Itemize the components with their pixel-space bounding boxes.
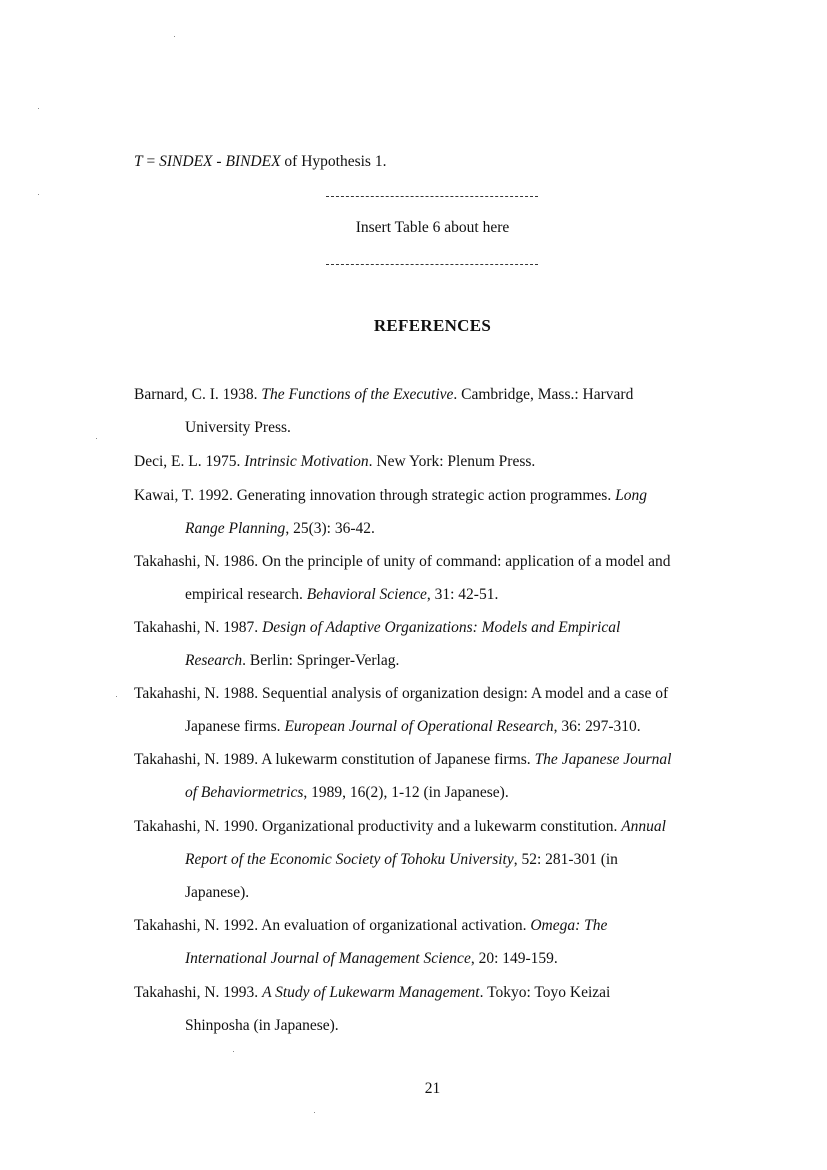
- dashed-rule-top: [326, 196, 538, 197]
- variable-t: T: [134, 153, 143, 170]
- equals-sign: =: [142, 153, 160, 170]
- reference-line-continued: International Journal of Management Science, 20: 149-159.: [185, 950, 558, 967]
- dashed-rule-bottom: [326, 264, 538, 265]
- reference-line: Takahashi, N. 1989. A lukewarm constitution of Japanese firms. The Japanese Journal: [134, 751, 672, 768]
- scan-speck: [233, 1051, 234, 1052]
- reference-line-continued: of Behaviormetrics, 1989, 16(2), 1-12 (in Japanese).: [185, 784, 509, 801]
- scan-speck: [314, 1112, 315, 1113]
- scan-speck: [96, 438, 97, 439]
- reference-entry: [134, 479, 744, 545]
- reference-entry: [134, 810, 744, 909]
- reference-line: Barnard, C. I. 1938. The Functions of the Executive. Cambridge, Mass.: Harvard: [134, 386, 634, 403]
- reference-entry: [134, 445, 744, 478]
- reference-entry: [134, 611, 744, 677]
- insert-table-note: Insert Table 6 about here: [355, 219, 510, 236]
- reference-entry: [134, 378, 744, 444]
- reference-line: Takahashi, N. 1986. On the principle of unity of command: application of a model and: [134, 553, 671, 570]
- footnote-text: of Hypothesis 1.: [280, 153, 387, 170]
- reference-line-continued: Shinposha (in Japanese).: [185, 1017, 339, 1034]
- reference-line-continued: Japanese).: [185, 884, 250, 901]
- page-number: 21: [424, 1080, 441, 1097]
- reference-line: Takahashi, N. 1992. An evaluation of organizational activation. Omega: The: [134, 917, 608, 934]
- reference-line: Deci, E. L. 1975. Intrinsic Motivation. New York: Plenum Press.: [134, 453, 536, 470]
- reference-line: Takahashi, N. 1988. Sequential analysis of organization design: A model and a case of: [134, 685, 669, 702]
- table-footnote: [134, 153, 386, 171]
- variable-sindex: SINDEX: [159, 153, 213, 170]
- reference-line-continued: Japanese firms. European Journal of Operational Research, 36: 297-310.: [185, 718, 641, 735]
- scan-speck: [38, 108, 39, 109]
- reference-entry: [134, 743, 744, 809]
- reference-entry: [134, 909, 744, 975]
- reference-line-continued: empirical research. Behavioral Science, 31: 42-51.: [185, 586, 499, 603]
- reference-entry: [134, 976, 744, 1042]
- reference-entry: [134, 545, 744, 611]
- reference-line-continued: University Press.: [185, 419, 291, 436]
- scan-speck: [116, 696, 117, 697]
- scan-speck: [38, 194, 39, 195]
- minus-sign: -: [212, 153, 226, 170]
- reference-line-continued: Range Planning, 25(3): 36-42.: [185, 520, 375, 537]
- reference-entry: [134, 677, 744, 743]
- reference-line: Takahashi, N. 1987. Design of Adaptive Organizations: Models and Empirical: [134, 619, 621, 636]
- reference-line: Takahashi, N. 1993. A Study of Lukewarm Management. Tokyo: Toyo Keizai: [134, 984, 611, 1001]
- reference-line-continued: Research. Berlin: Springer-Verlag.: [185, 652, 400, 669]
- variable-bindex: BINDEX: [225, 153, 281, 170]
- reference-line-continued: Report of the Economic Society of Tohoku University, 52: 281-301 (in: [185, 851, 618, 868]
- reference-line: Kawai, T. 1992. Generating innovation through strategic action programmes. Long: [134, 487, 647, 504]
- scan-speck: [174, 36, 175, 37]
- reference-line: Takahashi, N. 1990. Organizational productivity and a lukewarm constitution. Annual: [134, 818, 666, 835]
- references-heading: REFERENCES: [373, 316, 492, 335]
